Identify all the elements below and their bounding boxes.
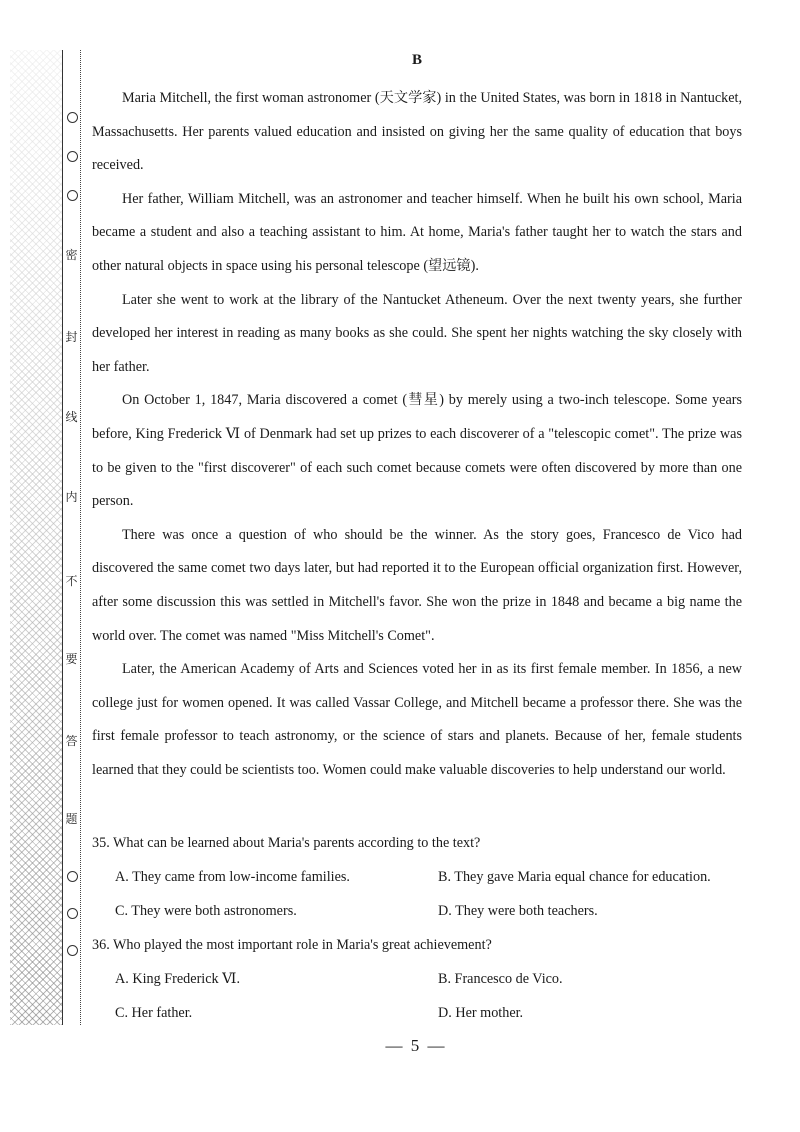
option-b[interactable]: B. They gave Maria equal chance for education. <box>438 869 711 885</box>
option-c[interactable]: C. Her father. <box>115 1005 193 1021</box>
binding-line-solid <box>62 50 63 1025</box>
binding-line-dotted <box>80 50 81 1025</box>
margin-char-mi: 密 <box>65 248 78 262</box>
margin-char-yao: 要 <box>65 652 78 666</box>
margin-char-bu: 不 <box>65 574 78 588</box>
passage-paragraph-5: There was once a question of who should be the winner. As the story goes, Francesco de Vico had discovered the same comet two days later, but had reported it to the European official organization first. However, after some discussion this was settled in Mitchell's favor. She won the prize in 1848 and became a big name the world over. The comet was named "Miss Mitchell's Comet". <box>92 526 742 644</box>
binding-hole-icon <box>67 151 78 162</box>
question-list <box>92 826 742 1030</box>
binding-hole-icon <box>67 908 78 919</box>
margin-char-feng: 封 <box>65 330 78 344</box>
binding-hole-icon <box>67 112 78 123</box>
question-36 <box>92 928 742 1030</box>
question-35 <box>92 826 742 928</box>
passage-paragraph-2: Her father, William Mitchell, was an astronomer and teacher himself. When he built his own school, Maria became a student and also a teaching assistant to him. At home, Maria's father taught her to watch the stars and other natural objects in space using his personal telescope (望远镜). <box>92 190 742 274</box>
option-c[interactable]: C. They were both astronomers. <box>115 903 297 919</box>
section-label: B <box>411 52 422 68</box>
passage-paragraph-6: Later, the American Academy of Arts and Sciences voted her in as its first female member. In 1856, a new college just for women opened. It was called Vassar College, and Mitchell became a professor there. She was the first female professor to teach astronomy, or the science of stars and planets. Because of her, female students learned that they could be scientists too. Women could make valuable discoveries to help understand our world. <box>92 661 742 778</box>
margin-char-nei: 内 <box>65 490 78 504</box>
binding-hole-icon <box>67 945 78 956</box>
question-stem: 36. Who played the most important role in Maria's great achievement? <box>92 937 492 953</box>
option-a[interactable]: A. They came from low-income families. <box>115 869 350 885</box>
passage-paragraph-1: Maria Mitchell, the first woman astronomer (天文学家) in the United States, was born in 1818 in Nantucket, Massachusetts. Her parents valued education and insisted on giving her the same quality of education that boys received. <box>92 90 742 174</box>
option-row <box>92 894 742 928</box>
question-stem: 35. What can be learned about Maria's parents according to the text? <box>92 835 481 851</box>
option-d[interactable]: D. Her mother. <box>438 1005 524 1021</box>
margin-char-da: 答 <box>65 734 78 748</box>
passage-paragraph-3: Later she went to work at the library of the Nantucket Atheneum. Over the next twenty years, she further developed her interest in reading as many books as she could. She spent her nights watching the sky closely with her father. <box>92 291 742 375</box>
option-b[interactable]: B. Francesco de Vico. <box>438 971 563 987</box>
option-row <box>92 962 742 996</box>
option-row <box>92 996 742 1030</box>
option-a[interactable]: A. King Frederick Ⅵ. <box>115 971 240 987</box>
option-row <box>92 860 742 894</box>
option-d[interactable]: D. They were both teachers. <box>438 903 598 919</box>
passage-paragraph-4: On October 1, 1847, Maria discovered a comet (彗星) by merely using a two-inch telescope. Some years before, King Frederick Ⅵ of Denmark had set up prizes to each discoverer of a "telescopic comet". The prize was to be given to the "first discoverer" of each such comet because comets were often discovered by more than one person. <box>92 392 742 510</box>
binding-margin-hatch <box>10 50 62 1025</box>
margin-char-ti: 题 <box>65 812 78 826</box>
binding-hole-icon <box>67 871 78 882</box>
margin-char-xian: 线 <box>65 410 78 424</box>
binding-hole-icon <box>67 190 78 201</box>
reading-passage <box>92 82 742 787</box>
page-number: — 5 — <box>385 1036 447 1055</box>
